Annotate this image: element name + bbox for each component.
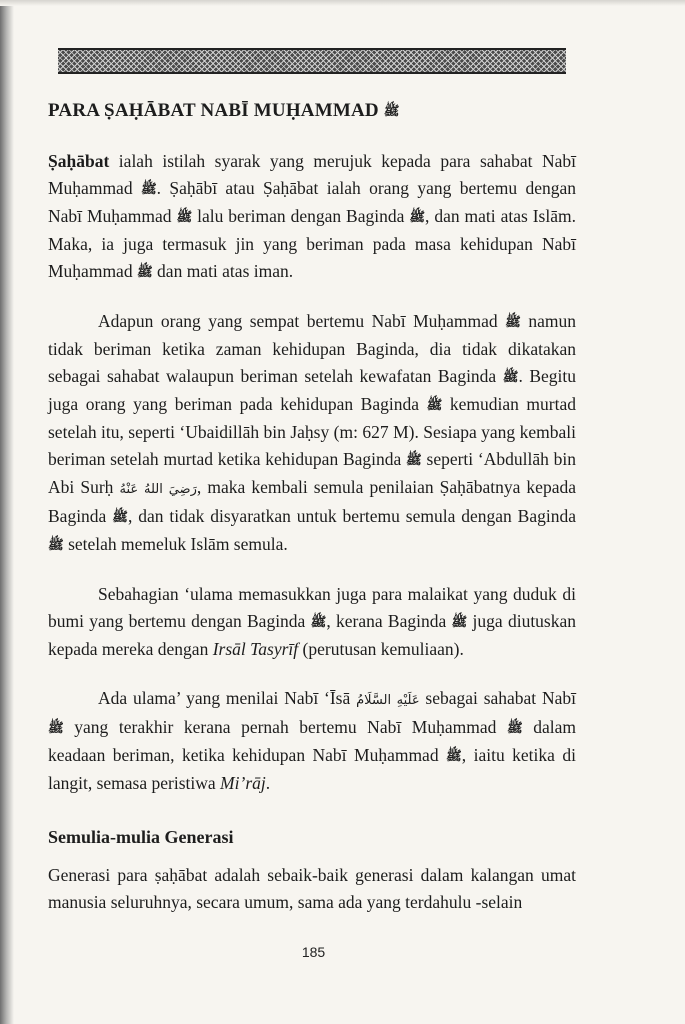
saw-honorific-icon: ﷺ [48, 538, 64, 553]
term-irsal-tasyrif: Irsāl Tasyrīf [212, 639, 299, 659]
arabic-honorific-radiyallahu: رَضِيَ اللهُ عَنْهُ [119, 482, 197, 497]
page-number: 185 [301, 944, 326, 960]
saw-honorific-icon: ﷺ [502, 370, 519, 385]
text-segment: dan mati atas iman. [152, 261, 294, 281]
text-segment: . [265, 773, 271, 793]
text-segment: , dan mati atas Islām. Maka, ia juga termasuk jin yang beriman pada masa kehidupan Nabī Muḥammad [48, 206, 576, 281]
saw-honorific-icon: ﷺ [140, 182, 157, 197]
saw-honorific-icon: ﷺ [383, 104, 400, 119]
text-segment: , kerana Baginda [326, 611, 452, 631]
text-segment: . Begitu juga orang yang beriman pada kehidupan Baginda [48, 366, 576, 414]
saw-honorific-icon: ﷺ [406, 453, 422, 468]
paragraph-3 [48, 581, 576, 663]
saw-honorific-icon: ﷺ [48, 721, 64, 736]
text-segment: (perutusan kemuliaan). [298, 639, 464, 659]
paragraph-4 [48, 685, 576, 797]
text-segment: Ada ulama’ yang menilai Nabī ‘Īsā [98, 688, 357, 708]
text-segment: kemudian murtad setelah itu, seperti ‘Ubaidillāh bin Jaḥsy (m: 627 M). Sesiapa yang kembali beriman setelah murtad ketika kehidupan Baginda [48, 394, 576, 469]
saw-honorific-icon: ﷺ [310, 615, 327, 630]
text-segment: ialah istilah syarak yang merujuk kepada para sahabat Nabī Muḥammad [48, 151, 576, 198]
section-heading [48, 100, 576, 122]
text-segment: Sebahagian ‘ulama memasukkan juga para malaikat yang duduk di bumi yang bertemu dengan Baginda [48, 584, 576, 631]
text-segment: dalam keadaan beriman, ketika kehidupan Nabī Muḥammad [48, 717, 576, 765]
subsection-heading: Semulia-mulia Generasi [48, 827, 234, 847]
heading-text: PARA ṢAḤĀBAT NABĪ MUḤAMMAD [48, 100, 379, 121]
decorative-header-border [58, 48, 566, 74]
text-segment: sebagai sahabat Nabī [419, 688, 577, 708]
text-segment: Adapun orang yang sempat bertemu Nabī Muḥammad [98, 311, 506, 331]
text-segment: , iaitu ketika di langit, semasa peristiwa [48, 745, 576, 793]
saw-honorific-icon: ﷺ [426, 398, 443, 413]
saw-honorific-icon: ﷺ [451, 615, 468, 630]
saw-honorific-icon: ﷺ [506, 721, 523, 736]
saw-honorific-icon: ﷺ [409, 210, 426, 225]
text-segment: namun tidak beriman ketika zaman kehidupan Baginda, dia tidak dikatakan sebagai sahabat walaupun beriman setelah kewafatan Baginda [48, 311, 576, 386]
text-segment: seperti ‘Abdullāh bin Abi Surḥ [48, 449, 576, 497]
paragraph-1 [48, 148, 576, 286]
term-sahabat: Ṣaḥābat [48, 151, 110, 171]
page-content [48, 100, 576, 938]
text-segment: lalu beriman dengan Baginda [192, 206, 410, 226]
text-segment: , dan tidak disyaratkan untuk bertemu semula dengan Baginda [127, 506, 576, 526]
term-miraj: Mi’rāj [220, 773, 266, 793]
text-segment: setelah memeluk Islām semula. [63, 534, 288, 554]
text-segment: , maka kembali semula penilaian Ṣaḥābatnya kepada Baginda [48, 477, 576, 526]
arabic-honorific-alaihissalam: عَلَيْهِ السَّلَامُ [356, 693, 420, 708]
saw-honorific-icon: ﷺ [112, 510, 128, 525]
saw-honorific-icon: ﷺ [136, 265, 153, 280]
saw-honorific-icon: ﷺ [176, 210, 193, 225]
saw-honorific-icon: ﷺ [505, 315, 521, 330]
text-segment: yang terakhir kerana pernah bertemu Nabī Muḥammad [63, 717, 507, 737]
text-segment: juga diutuskan kepada mereka dengan [48, 611, 577, 659]
saw-honorific-icon: ﷺ [446, 749, 462, 764]
page-binding-shadow [0, 0, 14, 1024]
text-segment: . Ṣaḥābī atau Ṣaḥābat ialah orang yang bertemu dengan Nabī Muḥammad [48, 178, 576, 226]
page-top-shadow [0, 0, 685, 6]
paragraph-5: Generasi para ṣaḥābat adalah sebaik-baik generasi dalam kalangan umat manusia seluruhnya, secara umum, sama ada yang terdahulu -selain [48, 865, 576, 912]
paragraph-2 [48, 308, 576, 559]
